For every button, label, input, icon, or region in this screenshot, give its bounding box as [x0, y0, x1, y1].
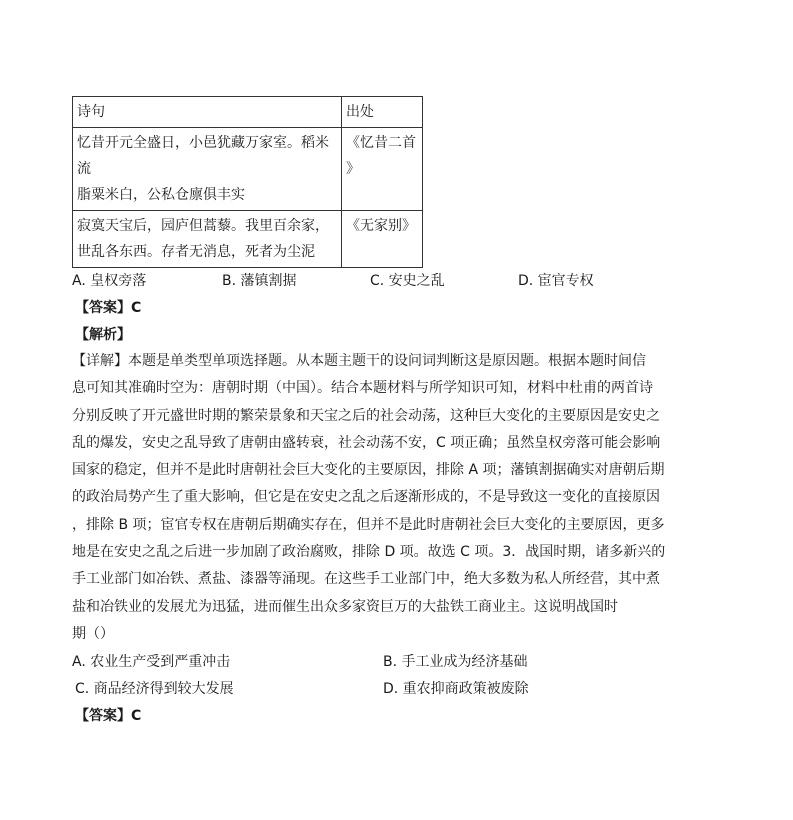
- table-header-row: [73, 97, 423, 128]
- verse-cell: [73, 128, 342, 211]
- source-line: 《无家别》: [346, 218, 416, 234]
- option-c: C. 安史之乱: [370, 273, 445, 289]
- q3-option-d: D. 重农抑商政策被废除: [383, 681, 529, 697]
- source-line: 《忆昔二首: [346, 135, 416, 151]
- detail-line: ，排除 B 项；宦官专权在唐朝后期确实存在，但并不是此时唐朝社会巨大变化的主要原因，更多: [72, 516, 665, 533]
- verse-line: 脂粟米白，公私仓廪俱丰实: [77, 187, 245, 203]
- detail-line: 的政治局势产生了重大影响，但它是在安史之乱之后逐渐形成的，不是导致这一变化的直接原因: [72, 489, 660, 506]
- table-row: [73, 128, 423, 211]
- verse-line: 忆昔开元全盛日，小邑犹藏万家室。稻米流: [77, 135, 329, 177]
- detail-line: 期（）: [72, 625, 114, 642]
- source-cell: [342, 128, 423, 211]
- detail-line: 盐和冶铁业的发展尤为迅猛，进而催生出众多家资巨万的大盐铁工商业主。这说明战国时: [72, 598, 618, 615]
- verse-line: 世乱各东西。存者无消息，死者为尘泥: [77, 244, 315, 260]
- detail-line: 【详解】本题是单类型单项选择题。从本题主题干的设问词判断这是原因题。根据本题时间信: [72, 353, 646, 369]
- detail-line: 手工业部门如冶铁、煮盐、漆器等涌现。在这些手工业部门中，绝大多数为私人所经营，其中煮: [72, 571, 660, 588]
- header-verse: 诗句: [73, 97, 342, 128]
- detail-line: 地是在安史之乱之后进一步加剧了政治腐败，排除 D 项。故选 C 项。3．战国时期，诸多新兴的: [72, 544, 666, 561]
- header-source: 出处: [342, 97, 423, 128]
- answer-3: [75, 705, 141, 725]
- answer-value: C: [131, 708, 142, 724]
- answer-label: 【答案】: [75, 708, 131, 724]
- answer-label: 【答案】: [75, 300, 131, 316]
- verse-line: 寂寞天宝后，园庐但蒿藜。我里百余家，: [77, 218, 329, 234]
- q3-option-b: B. 手工业成为经济基础: [383, 654, 528, 670]
- option-a: A. 皇权旁落: [72, 273, 147, 289]
- detail-line: 国家的稳定，但并不是此时唐朝社会巨大变化的主要原因，排除 A 项；藩镇割据确实对唐朝后期: [72, 462, 665, 479]
- analysis-label: 【解析】: [75, 327, 131, 343]
- detail-line: 分别反映了开元盛世时期的繁荣景象和天宝之后的社会动荡，这种巨大变化的主要原因是安史之: [72, 407, 660, 424]
- source-line: 》: [346, 161, 360, 177]
- answer-1: [75, 297, 141, 317]
- source-cell: [342, 211, 423, 268]
- q3-option-c: C. 商品经济得到较大发展: [75, 681, 234, 697]
- detail-line: 乱的爆发，安史之乱导致了唐朝由盛转衰，社会动荡不安，C 项正确；虽然皇权旁落可能会影响: [72, 434, 661, 451]
- poem-table: [72, 96, 423, 268]
- detail-line: 息可知其准确时空为：唐朝时期（中国）。结合本题材料与所学知识可知，材料中杜甫的两首诗: [72, 380, 653, 397]
- table-row: [73, 211, 423, 268]
- detail-paragraph: [72, 348, 672, 648]
- q3-option-a: A. 农业生产受到严重冲击: [72, 654, 231, 670]
- answer-value: C: [131, 300, 142, 316]
- option-d: D. 宦官专权: [518, 273, 594, 289]
- verse-cell: [73, 211, 342, 268]
- option-b: B. 藩镇割据: [222, 273, 297, 289]
